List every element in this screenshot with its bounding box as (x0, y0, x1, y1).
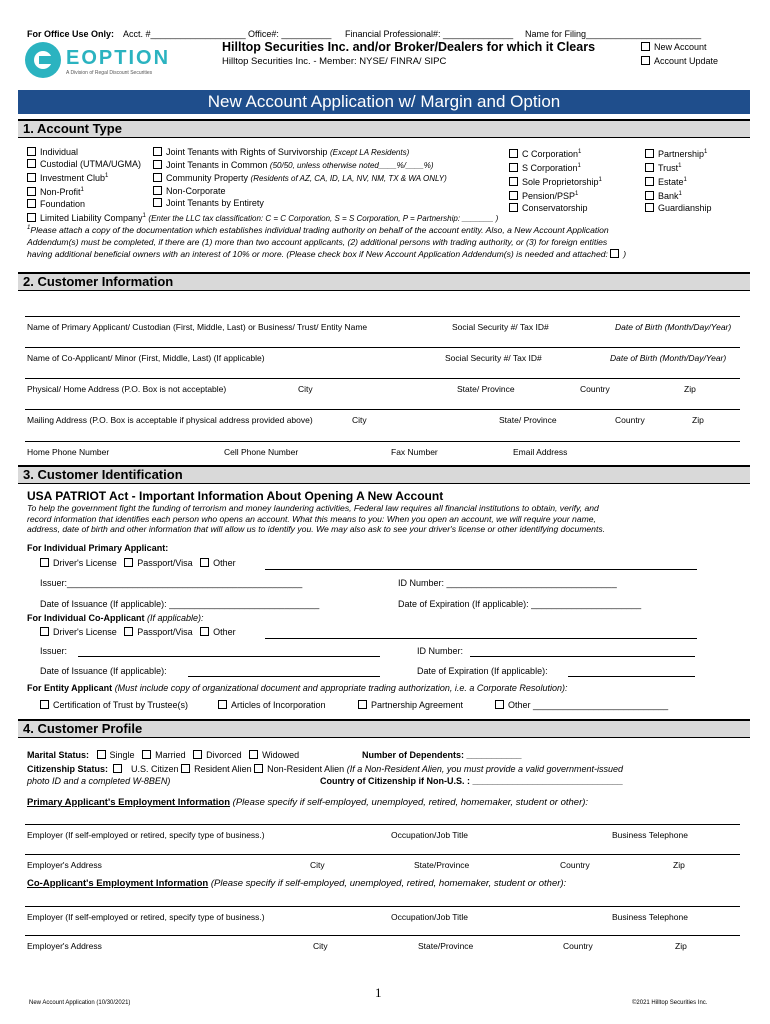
country-citizenship-field[interactable]: Country of Citizenship if Non-U.S. : ______________________________ (320, 776, 623, 786)
co-issuer-line[interactable] (78, 656, 380, 657)
citizen-resident[interactable]: Resident Alien (181, 764, 252, 774)
primary-occupation-label: Occupation/Job Title (391, 830, 469, 840)
entity-doc-partnership[interactable]: Partnership Agreement (358, 700, 463, 710)
marital-label: Marital Status: (27, 750, 90, 760)
logo-text: EOPTION (66, 47, 171, 69)
mailing-city-label: City (352, 415, 367, 425)
nra-note: (If a Non-Resident Alien, you must provide a valid government-issued (346, 764, 624, 774)
co-passport-option[interactable]: Passport/Visa (124, 627, 192, 637)
patriot-heading: USA PATRIOT Act - Important Information About Opening A New Account (27, 489, 444, 503)
entity-doc-other[interactable]: Other ___________________________ (495, 700, 668, 710)
primary-ssn-label: Social Security #/ Tax ID# (452, 322, 549, 332)
section-customer-info (18, 272, 750, 291)
nra-note-2: photo ID and a completed W-8BEN) (27, 776, 171, 786)
fax-label: Fax Number (391, 447, 438, 457)
opt-individual[interactable]: Individual (27, 146, 498, 158)
cell-phone-label: Cell Phone Number (224, 447, 299, 457)
account-update-checkbox[interactable] (641, 56, 650, 65)
section-title: 1. Account Type (23, 121, 122, 136)
opt-bank[interactable]: Bank$^1$ (645, 188, 712, 202)
citizen-non-resident[interactable]: Non-Resident Alien (254, 764, 344, 774)
primary-employment-heading: Primary Applicant's Employment Information (Please specify if self-employed, unemployed, retired, homemaker, student or other): (27, 797, 589, 808)
patriot-paragraph: To help the government fight the funding of terrorism and money laundering activities, Federal law requires all financial institutions to obtain, verify, and record information that identifies each person who opens an account. What this means to you: When you open an account, we will require your name, address, date of birth and other information that will allow us to identify you. We may also ask to see your driver's license or other identifying documents. (27, 503, 606, 534)
home-country-label: Country (580, 384, 610, 394)
co-id-number-label: ID Number: (417, 646, 464, 656)
co-emp-address-label: Employer's Address (27, 941, 102, 951)
opt-investment-club[interactable]: Investment Club$^1$ (27, 170, 498, 184)
mailing-address-label: Mailing Address (P.O. Box is acceptable if physical address provided above) (27, 415, 313, 425)
primary-id-number[interactable]: ID Number: __________________________________ (398, 578, 617, 588)
opt-foundation[interactable]: Foundation (27, 198, 498, 210)
opt-pension[interactable]: Pension/PSP$^1$ (509, 188, 602, 202)
copyright: ©2021 Hilltop Securities Inc. (632, 1000, 708, 1006)
co-issue-date-line[interactable] (188, 676, 380, 677)
primary-emp-country-label: Country (560, 860, 590, 870)
home-city-label: City (298, 384, 313, 394)
primary-emp-city-label: City (310, 860, 325, 870)
primary-exp-date[interactable]: Date of Expiration (If applicable): ______________________ (398, 599, 642, 609)
co-business-phone-label: Business Telephone (612, 912, 688, 922)
co-other-option[interactable]: Other (200, 627, 236, 637)
co-other-line[interactable] (265, 638, 697, 639)
email-label: Email Address (513, 447, 568, 457)
title-bar (18, 90, 750, 114)
dependents-field[interactable]: Number of Dependents: ___________ (362, 750, 522, 760)
primary-passport-option[interactable]: Passport/Visa (124, 558, 192, 568)
co-emp-zip-label: Zip (675, 941, 687, 951)
opt-sole-prop[interactable]: Sole Proprietorship$^1$ (509, 174, 602, 188)
eoption-logo-icon (25, 42, 61, 78)
primary-emp-zip-label: Zip (673, 860, 685, 870)
primary-employer-label: Employer (If self-employed or retired, specify type of business.) (27, 830, 265, 840)
co-issue-date-label: Date of Issuance (If applicable): (40, 666, 167, 676)
primary-issue-date[interactable]: Date of Issuance (If applicable): ______________________________ (40, 599, 320, 609)
co-exp-date-label: Date of Expiration (If applicable): (417, 666, 548, 676)
co-name-label: Name of Co-Applicant/ Minor (First, Middle, Last) (If applicable) (27, 353, 265, 363)
mailing-country-label: Country (615, 415, 645, 425)
co-issuer-label: Issuer: (40, 646, 68, 656)
entity-doc-articles[interactable]: Articles of Incorporation (218, 700, 326, 710)
account-types-col4 (645, 146, 712, 214)
primary-id-types (40, 558, 236, 568)
account-update-option[interactable]: Account Update (641, 56, 718, 66)
co-dob-label: Date of Birth (Month/Day/Year) (610, 353, 727, 363)
page-title: New Account Application w/ Margin and Option (207, 92, 561, 111)
home-address-label: Physical/ Home Address (P.O. Box is not acceptable) (27, 384, 227, 394)
mailing-zip-label: Zip (692, 415, 704, 425)
opt-jtwros[interactable]: Joint Tenants with Rights of Survivorship (Except LA Residents) (153, 146, 447, 159)
office-use-label: For Office Use Only: (27, 29, 115, 39)
opt-partnership[interactable]: Partnership$^1$ (645, 146, 712, 160)
home-zip-label: Zip (684, 384, 696, 394)
marital-divorced[interactable]: Divorced (193, 750, 242, 760)
account-types-col3 (509, 146, 602, 214)
citizenship-label: Citizenship Status: (27, 764, 109, 774)
logo-subtitle: A Division of Regal Discount Securities (66, 70, 153, 76)
new-account-option[interactable]: New Account (641, 42, 707, 52)
account-types-col2 (153, 146, 447, 209)
page-number: 1 (375, 985, 382, 1000)
opt-guardianship[interactable]: Guardianship (645, 202, 712, 214)
section-identification (18, 465, 750, 484)
co-employer-label: Employer (If self-employed or retired, specify type of business.) (27, 912, 265, 922)
filing-field[interactable]: Name for Filing_______________________ (525, 29, 702, 39)
fin-pro-field[interactable]: Financial Professional#: ______________ (345, 29, 514, 39)
member-line: Hilltop Securities Inc. - Member: NYSE/ FINRA/ SIPC (222, 56, 447, 67)
co-dl-option[interactable]: Driver's License (40, 627, 117, 637)
entity-heading: For Entity Applicant (Must include copy of organizational document and appropriate trading authorization, i.e. a Corporate Resolution): (27, 683, 568, 693)
citizen-us[interactable]: U.S. Citizen (131, 764, 179, 774)
opt-conservatorship[interactable]: Conservatorship (509, 202, 602, 214)
co-exp-date-line[interactable] (568, 676, 695, 677)
office-field[interactable]: Office#: __________ (248, 29, 332, 39)
opt-non-profit[interactable]: Non-Profit$^1$ (27, 184, 498, 198)
co-ssn-label: Social Security #/ Tax ID# (445, 353, 542, 363)
section-customer-profile (18, 719, 750, 738)
footnote: $^1$Please attach a copy of the documentation which establishes individual trading authority on behalf of the account entity. Also, a New Account Application Addendum(s) must be completed, if there are (1) more than two account applicants, (2) additional persons with trading authority, or (3) for foreign entities having additional beneficial owners with an interest of 10% or more. (Please check box if New Account Application Addendum(s) is needed and attached: ) (27, 224, 627, 259)
addendum-checkbox[interactable] (610, 249, 619, 258)
marital-married[interactable]: Married (142, 750, 186, 760)
co-emp-country-label: Country (563, 941, 593, 951)
form-version: New Account Application (10/30/2021) (29, 1000, 131, 1006)
section-title: 3. Customer Identification (23, 467, 183, 482)
opt-jtic[interactable]: Joint Tenants in Common (50/50, unless otherwise noted____%/____%) (153, 159, 447, 172)
primary-name-label: Name of Primary Applicant/ Custodian (First, Middle, Last) or Business/ Trust/ Entity Name (27, 322, 368, 332)
co-id-heading: For Individual Co-Applicant (If applicable): (27, 613, 204, 623)
home-state-label: State/ Province (457, 384, 515, 394)
opt-jt-entirety[interactable]: Joint Tenants by Entirety (153, 197, 447, 209)
entity-doc-trust[interactable]: Certification of Trust by Trustee(s) (40, 700, 188, 710)
home-phone-label: Home Phone Number (27, 447, 110, 457)
opt-c-corp[interactable]: C Corporation$^1$ (509, 146, 602, 160)
opt-llc[interactable]: Limited Liability Company$^1$ (Enter the LLC tax classification: C = C Corporation, S = S Corporation, P = Partnership: _______ ) (27, 210, 498, 225)
primary-dl-option[interactable]: Driver's License (40, 558, 117, 568)
opt-non-corporate[interactable]: Non-Corporate (153, 185, 447, 197)
primary-emp-state-label: State/Province (414, 860, 470, 870)
section-title: 4. Customer Profile (23, 721, 143, 736)
primary-id-label: For Individual Primary Applicant: (27, 543, 169, 553)
mailing-state-label: State/ Province (499, 415, 557, 425)
acct-field[interactable]: Acct. #___________________ (123, 29, 246, 39)
opt-custodial[interactable]: Custodial (UTMA/UGMA) (27, 158, 498, 170)
opt-trust[interactable]: Trust$^1$ (645, 160, 712, 174)
co-employment-heading: Co-Applicant's Employment Information (Please specify if self-employed, unemployed, retired, homemaker, student or other): (27, 878, 567, 889)
primary-business-phone-label: Business Telephone (612, 830, 688, 840)
section-title: 2. Customer Information (23, 274, 174, 289)
section-account-type (18, 119, 750, 138)
co-occupation-label: Occupation/Job Title (391, 912, 469, 922)
primary-other-line[interactable] (265, 569, 697, 570)
co-id-types (40, 627, 236, 637)
co-emp-city-label: City (313, 941, 328, 951)
opt-s-corp[interactable]: S Corporation$^1$ (509, 160, 602, 174)
company-name: Hilltop Securities Inc. and/or Broker/Dealers for which it Clears (222, 40, 596, 54)
new-account-checkbox[interactable] (641, 42, 650, 51)
primary-emp-address-label: Employer's Address (27, 860, 102, 870)
opt-community-property[interactable]: Community Property (Residents of AZ, CA, ID, LA, NV, NM, TX & WA ONLY) (153, 172, 447, 185)
primary-dob-label: Date of Birth (Month/Day/Year) (615, 322, 732, 332)
opt-estate[interactable]: Estate$^1$ (645, 174, 712, 188)
co-id-number-line[interactable] (470, 656, 695, 657)
primary-other-option[interactable]: Other (200, 558, 236, 568)
primary-issuer[interactable]: Issuer:_______________________________________________ (40, 578, 303, 588)
co-emp-state-label: State/Province (418, 941, 474, 951)
marital-row (27, 750, 299, 760)
marital-single[interactable]: Single (97, 750, 135, 760)
citizenship-row (27, 764, 623, 774)
marital-widowed[interactable]: Widowed (249, 750, 299, 760)
